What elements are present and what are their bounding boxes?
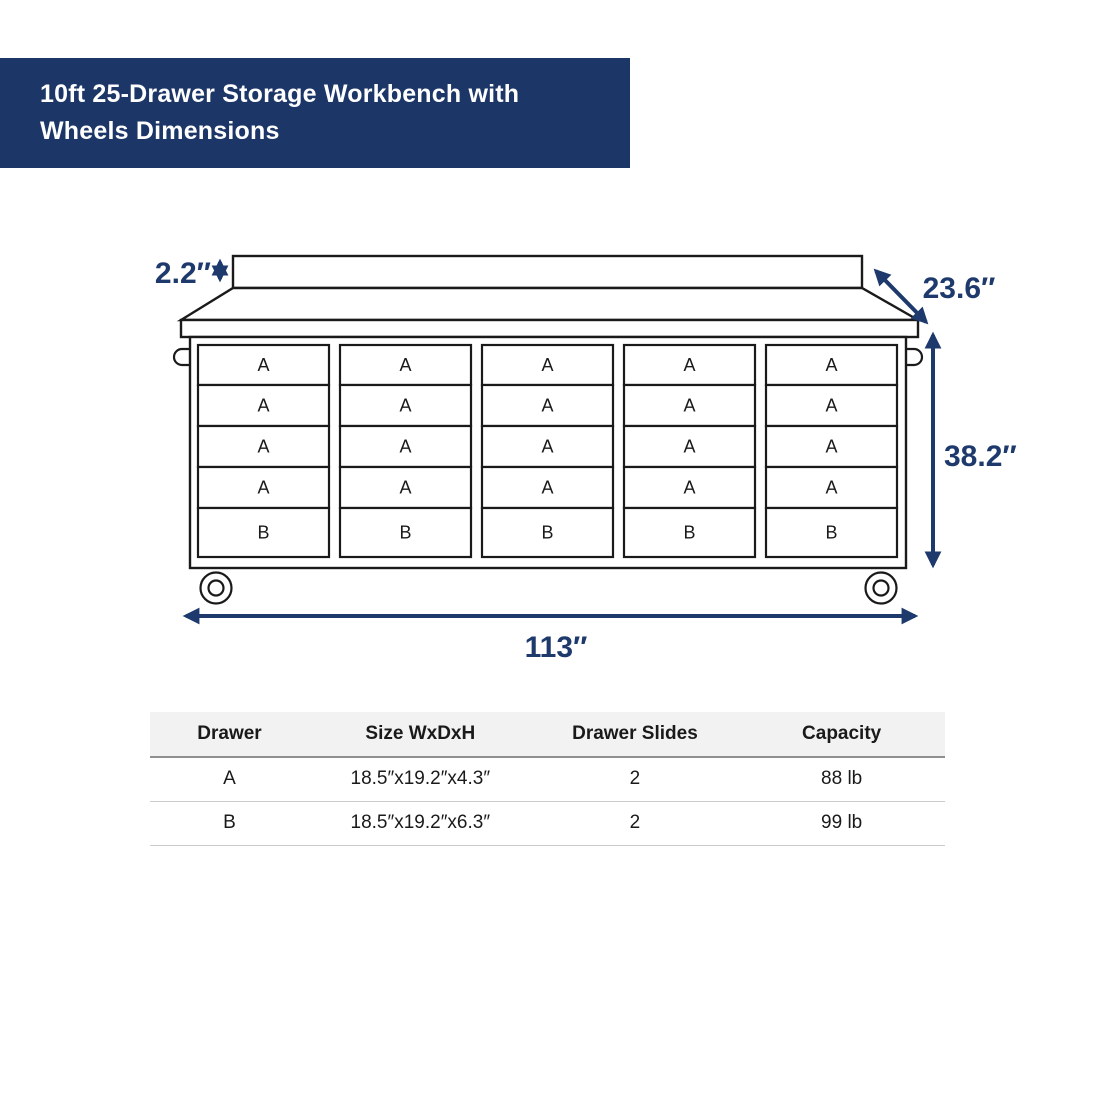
caster-wheel-left [201, 573, 232, 604]
worktop-front-edge [181, 320, 918, 337]
drawer-label: A [683, 395, 696, 416]
cell-drawer-b: B [150, 801, 309, 845]
drawer-label: A [257, 395, 270, 416]
drawer-label: A [399, 355, 412, 375]
table-row-a [150, 757, 945, 801]
drawer-banks [198, 345, 897, 557]
header-drawer: Drawer [150, 712, 309, 757]
drawer-label: A [257, 355, 270, 375]
cell-size-b: 18.5″x19.2″x6.3″ [309, 801, 532, 845]
drawer-label: B [683, 522, 696, 543]
cell-slides-b: 2 [532, 801, 739, 845]
dim-label-overall-height: 38.2″ [944, 440, 1017, 473]
drawer-label: A [541, 436, 554, 457]
drawer-label: A [399, 477, 412, 498]
drawer-label: A [541, 477, 554, 498]
drawer-label: B [399, 522, 412, 543]
drawer-label: A [683, 477, 696, 498]
title-banner [0, 58, 630, 168]
cell-capacity-b: 99 lb [738, 801, 945, 845]
worktop-surface [181, 288, 918, 320]
drawer-label: B [257, 522, 270, 543]
drawer-label: A [825, 395, 838, 416]
drawer-label: A [541, 395, 554, 416]
drawer-label: A [257, 436, 270, 457]
header-capacity: Capacity [738, 712, 945, 757]
table-row-b [150, 801, 945, 845]
drawer-label: B [541, 522, 554, 543]
cell-slides-a: 2 [532, 757, 739, 801]
drawer-label: A [825, 436, 838, 457]
drawer-label: A [541, 355, 554, 375]
cell-capacity-a: 88 lb [738, 757, 945, 801]
dim-label-overall-width: 113″ [524, 631, 588, 664]
table-header-row [150, 712, 945, 757]
caster-wheel-right [866, 573, 897, 604]
drawer-label: B [825, 522, 838, 543]
drawer-label: A [399, 436, 412, 457]
drawer-label: A [257, 477, 270, 498]
dim-label-backsplash-height: 2.2″ [154, 257, 211, 290]
workbench-diagram [0, 230, 1096, 680]
backsplash [233, 256, 862, 288]
drawer-label: A [683, 355, 696, 375]
cell-drawer-a: A [150, 757, 309, 801]
drawer-label: A [399, 395, 412, 416]
page-title-line1: 10ft 25-Drawer Storage Workbench with [40, 80, 520, 108]
drawer-label: A [683, 436, 696, 457]
header-size: Size WxDxH [309, 712, 532, 757]
page-title-line2: Wheels Dimensions [40, 117, 280, 145]
drawer-label: A [825, 355, 838, 375]
dim-label-worktop-depth: 23.6″ [922, 272, 996, 305]
drawer-label: A [825, 477, 838, 498]
header-slides: Drawer Slides [532, 712, 739, 757]
spec-table [150, 712, 945, 846]
cell-size-a: 18.5″x19.2″x4.3″ [309, 757, 532, 801]
